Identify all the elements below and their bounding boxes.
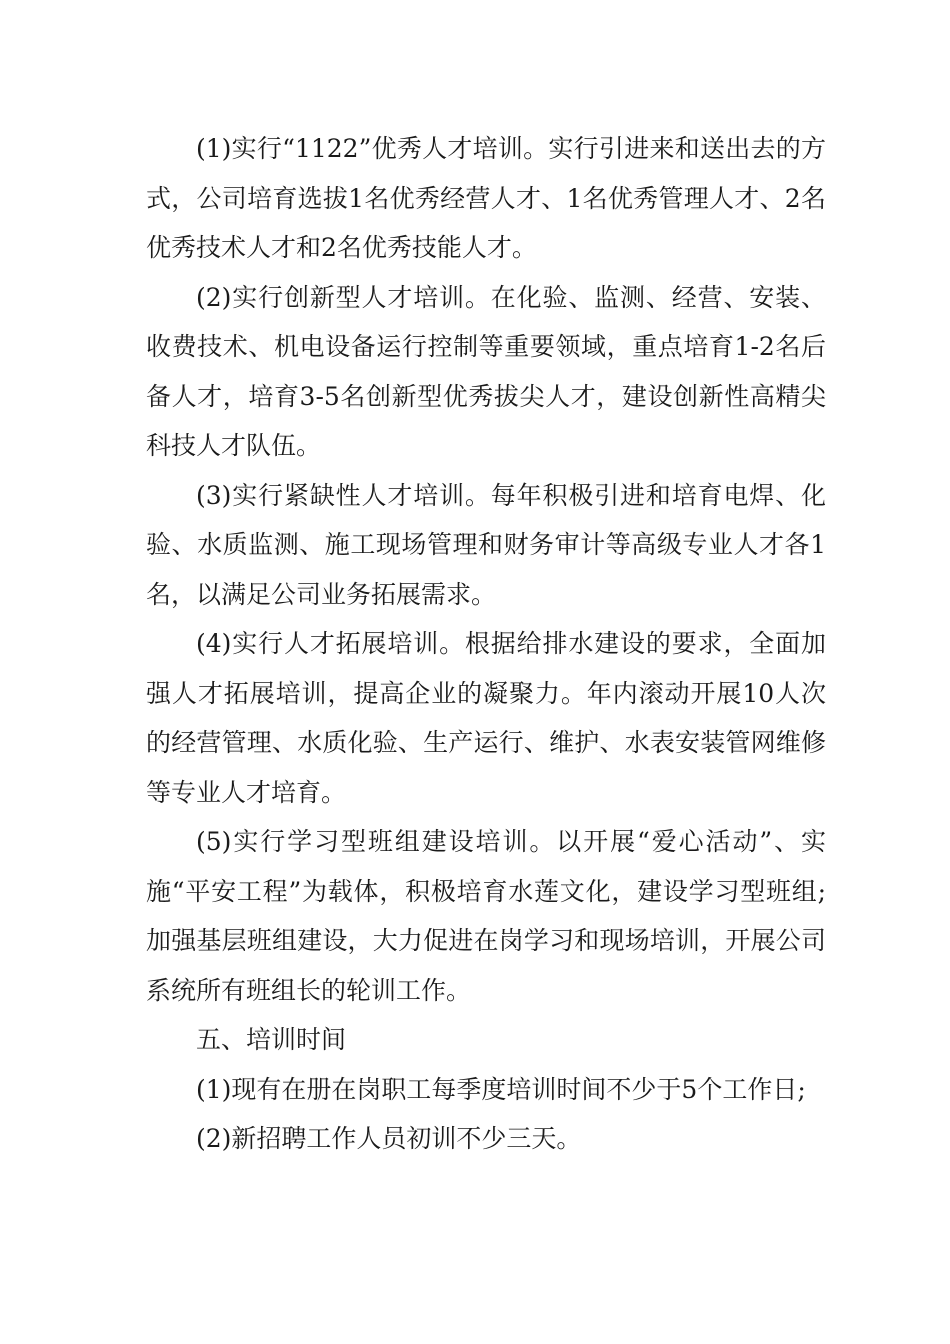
section-heading-training-time: 五、培训时间 [196,1025,347,1054]
paragraph-learning-team: (5)实行学习型班组建设培训。以开展“爱心活动”、实施“平安工程”为载体，积极培育水莲文化，建设学习型班组;加强基层班组建设，大力促进在岗学习和现场培训，开展公司系统所有班组长的轮训工作。 [146,827,826,1005]
paragraph-talent-expansion: (4)实行人才拓展培训。根据给排水建设的要求，全面加强人才拓展培训，提高企业的凝聚力。年内滚动开展10人次的经营管理、水质化验、生产运行、维护、水表安装管网维修等专业人才培育。 [146,629,826,807]
paragraph-new-hire-training: (2)新招聘工作人员初训不少三天。 [196,1124,582,1153]
document-body [146,124,826,1164]
paragraph-quarterly-training: (1)现有在册在岗职工每季度培训时间不少于5个工作日; [196,1074,806,1104]
paragraph-innovative-talent: (2)实行创新型人才培训。在化验、监测、经营、安装、收费技术、机电设备运行控制等重要领域，重点培育1-2名后备人才，培育3-5名创新型优秀拔尖人才，建设创新性高精尖科技人才队伍。 [146,282,826,460]
paragraph-scarce-talent: (3)实行紧缺性人才培训。每年积极引进和培育电焊、化验、水质监测、施工现场管理和财务审计等高级专业人才各1名，以满足公司业务拓展需求。 [146,480,826,609]
paragraph-talent-1122: (1)实行“1122”优秀人才培训。实行引进来和送出去的方式，公司培育选拔1名优秀经营人才、1名优秀管理人才、2名优秀技术人才和2名优秀技能人才。 [146,134,826,262]
